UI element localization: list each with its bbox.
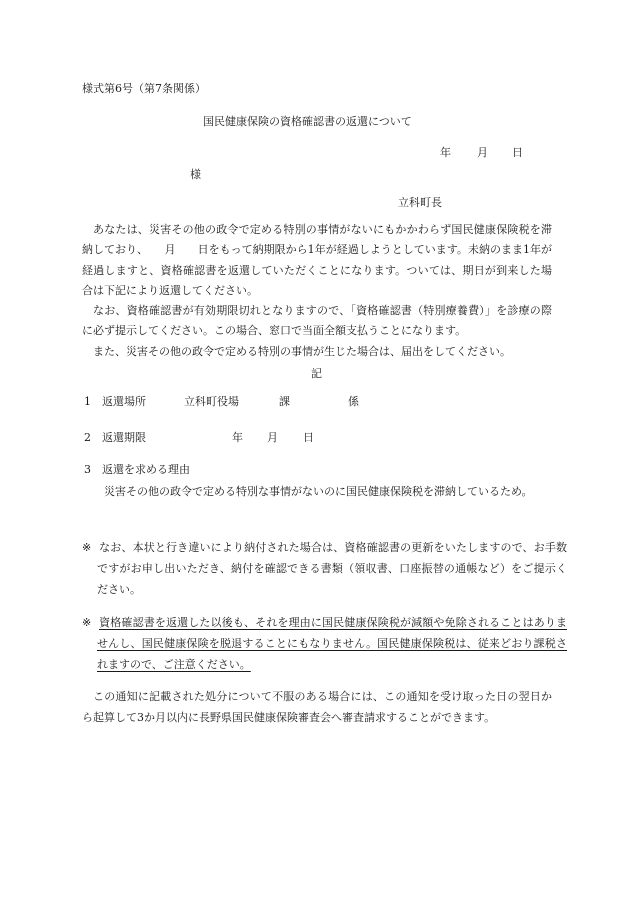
note-mark: ※ [82, 616, 92, 629]
item-label: 返還を求める理由 [102, 463, 190, 476]
deadline-month: 月 [267, 431, 278, 444]
note-text: なお、本状と行き違いにより納付された場合は、資格確認書の更新をいたしますので、お手数ですがお申し出いただき、納付を確認できる書類（領収書、口座振替の通帳など）をご提示ください。 [97, 541, 567, 596]
ka-label: 課 [279, 395, 290, 408]
body-paragraph: なお、資格確認書が有効期限切れとなりますので、「資格確認書（特別療養費）」を診療の際に必ず提示してください。この場合、窓口で当面全額支払うことになります。 [82, 304, 552, 338]
reason-text: 災害その他の政令で定める特別な事情がないのに国民健康保険税を滞納しているため。 [104, 485, 533, 498]
appeal-notice: この通知に記載された処分について不服のある場合には、この通知を受け取った日の翌日から起算して3か月以内に長野県国民健康保険審査会へ審査請求することができます。 [82, 690, 552, 724]
document-title: 国民健康保険の資格確認書の返還について [203, 115, 412, 128]
body-paragraph: あなたは、災害その他の政令で定める特別の事情がないにもかかわらず国民健康保険税を滞納しており、 月 日をもって納期限から1年が経過しようとしています。未納のまま1年が経過しますと、資格確認書を返還していただくことになります。ついては、期日が到来した場合は下記により返還してください。 [82, 223, 552, 297]
note-mark: ※ [82, 541, 92, 554]
item-label: 返還場所 [102, 395, 146, 408]
date-year: 年 [440, 146, 451, 159]
deadline-day: 日 [303, 431, 314, 444]
form-number: 様式第6号（第7条関係） [82, 82, 206, 95]
addressee-suffix: 様 [190, 168, 201, 181]
item-number: 2 [84, 431, 91, 444]
sender-name: 立科町長 [398, 196, 442, 209]
note-payment [82, 537, 567, 600]
date-day: 日 [512, 146, 523, 159]
item-number: 3 [84, 463, 91, 476]
notice-body [82, 220, 552, 362]
item-label: 返還期限 [102, 431, 146, 444]
ki-heading: 記 [311, 367, 322, 380]
note-text: 資格確認書を返還した以後も、それを理由に国民健康保険税が減額や免除されることはありませんし、国民健康保険を脱退することにもなりません。国民健康保険税は、従来どおり課税されますので、ご注意ください。 [97, 616, 567, 671]
office-name: 立科町役場 [184, 395, 239, 408]
body-paragraph: また、災害その他の政令で定める特別の事情が生じた場合は、届出をしてください。 [93, 344, 511, 358]
date-month: 月 [477, 146, 488, 159]
item-number: 1 [84, 395, 91, 408]
deadline-year: 年 [232, 431, 243, 444]
kakari-label: 係 [348, 395, 359, 408]
note-tax [82, 612, 567, 675]
